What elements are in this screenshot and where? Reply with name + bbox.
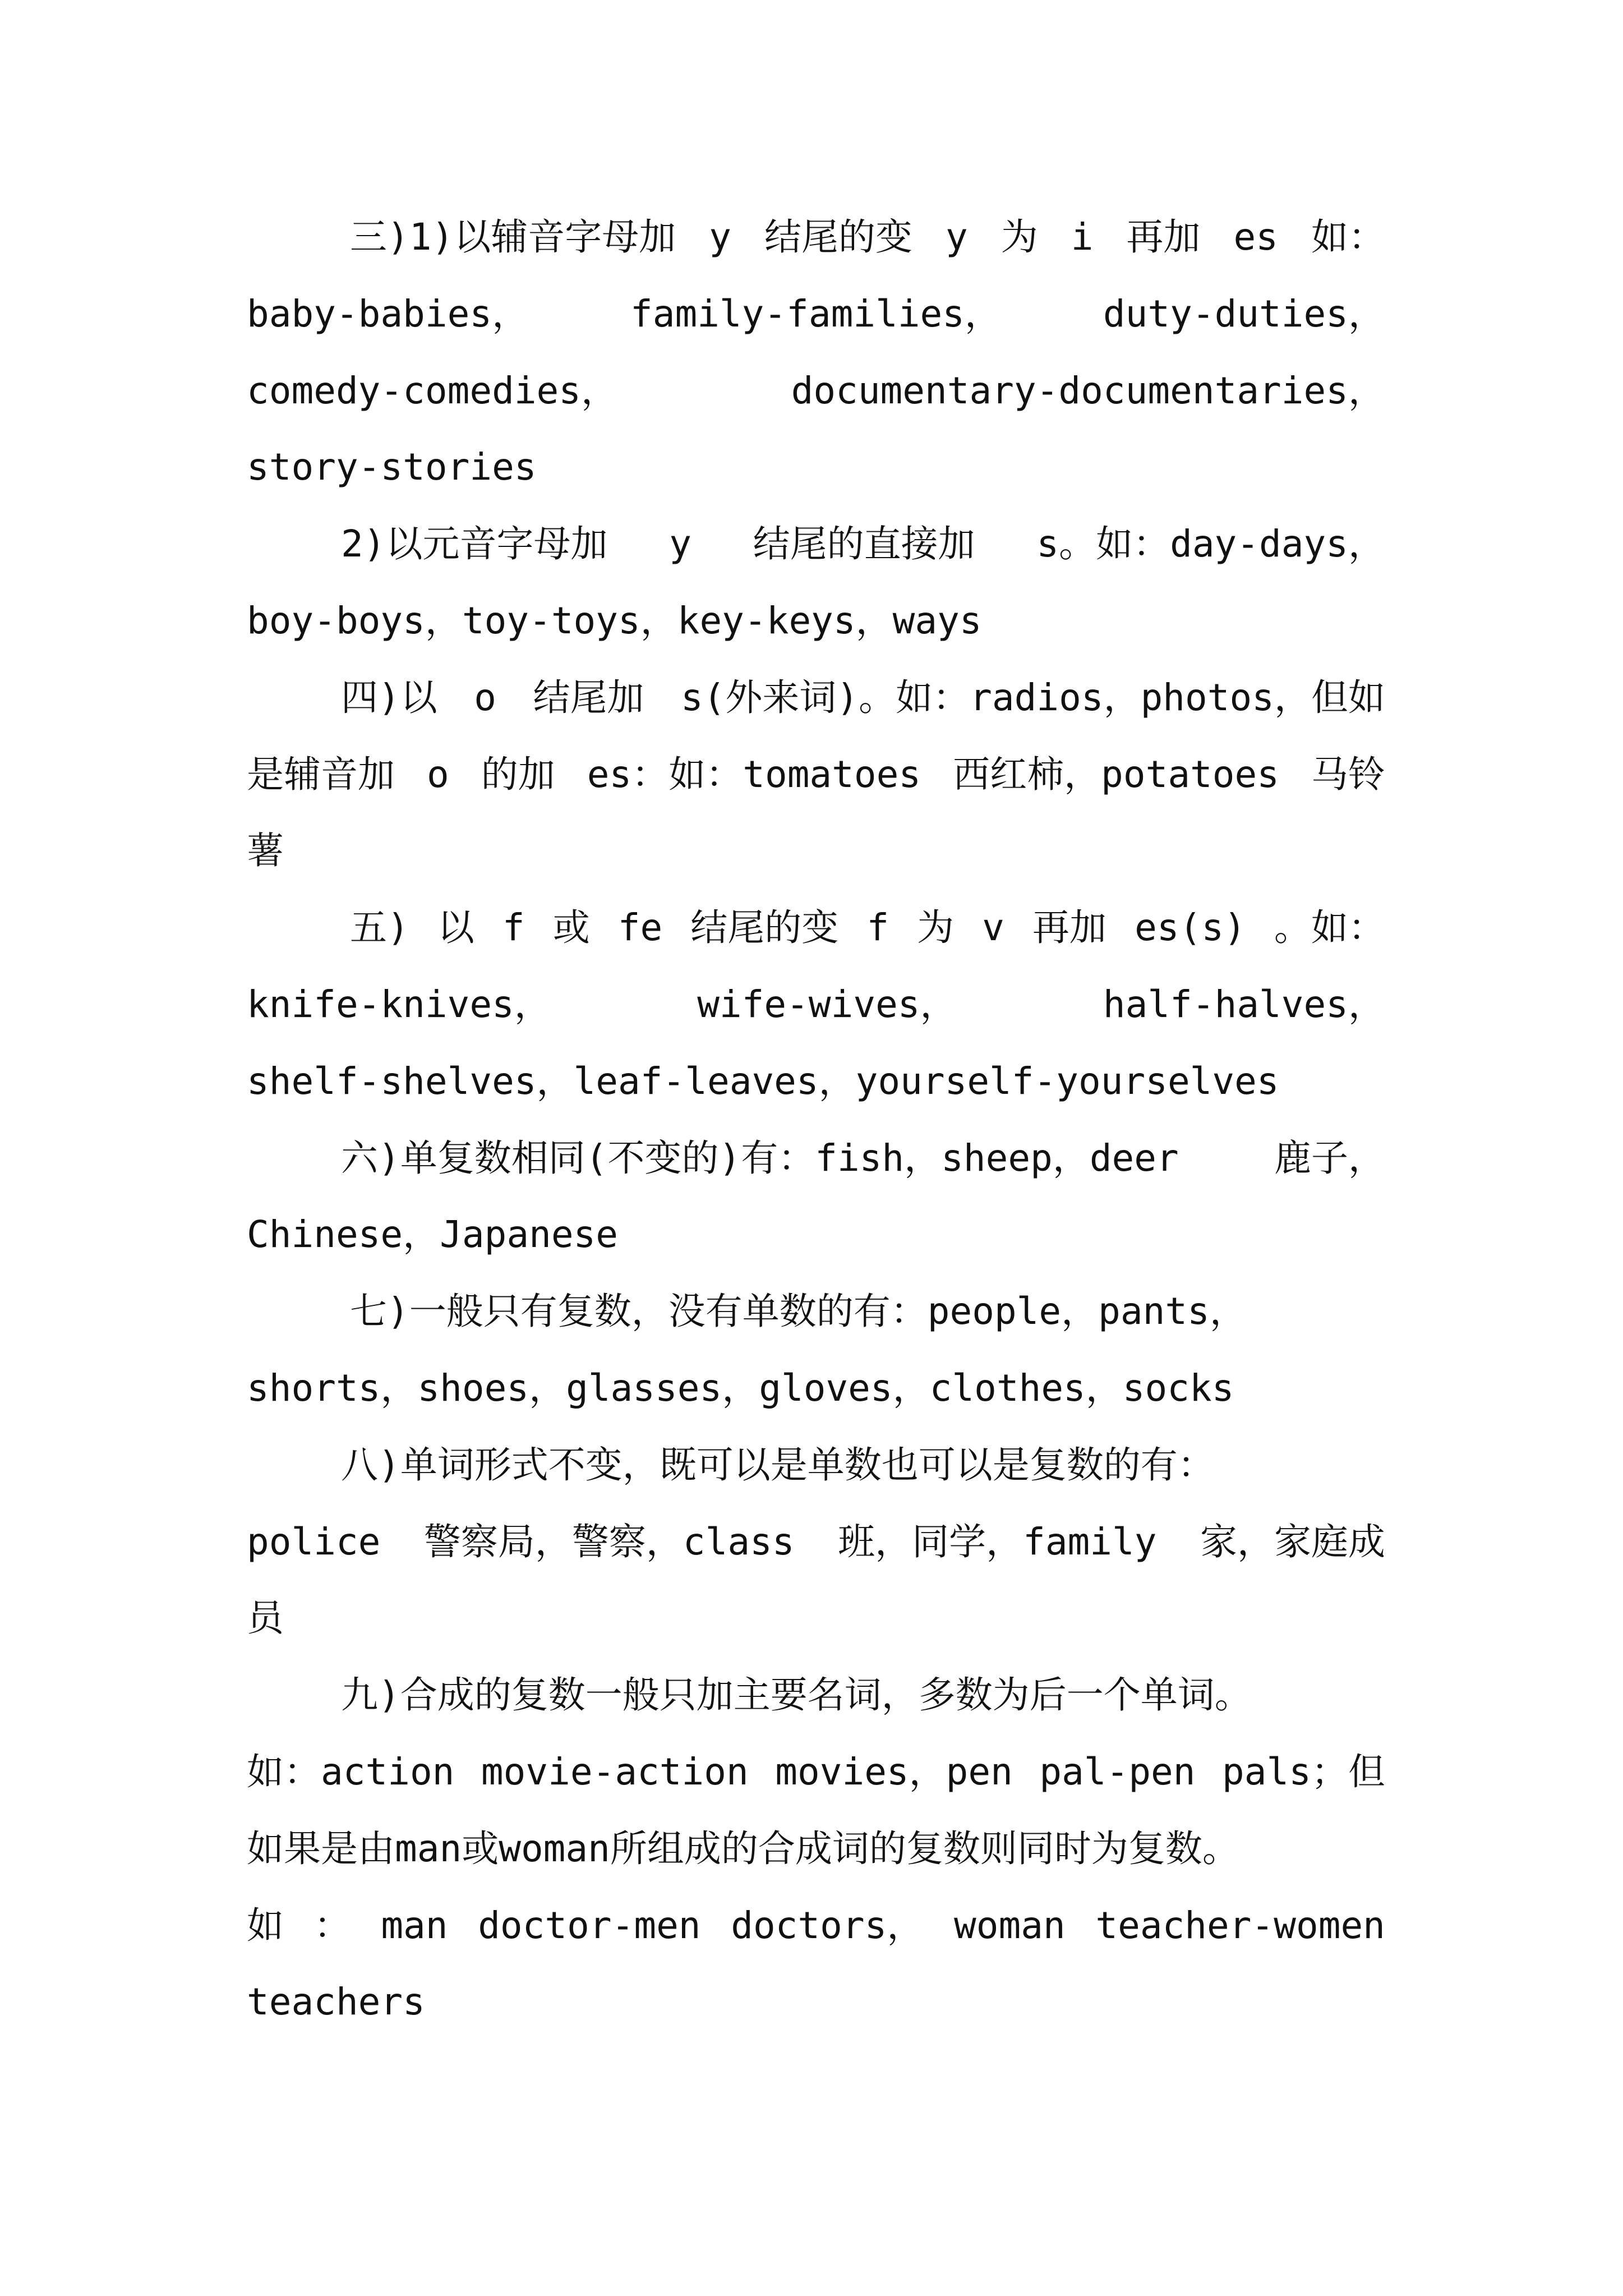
text-fragment: y bbox=[669, 522, 691, 566]
text-fragment: family-families， bbox=[630, 292, 1002, 335]
text-line bbox=[247, 506, 1385, 583]
text-fragment: 五) bbox=[350, 906, 409, 950]
paragraph-s7 bbox=[247, 1273, 1385, 1427]
text-fragment: 结尾的变 bbox=[690, 906, 839, 950]
text-line: shelf-shelves，leaf-leaves，yourself-yourselves bbox=[247, 1059, 1279, 1103]
text-line bbox=[247, 737, 1385, 813]
text-line: shorts，shoes，glasses，gloves，clothes，socks bbox=[247, 1366, 1234, 1410]
text-line bbox=[247, 660, 1385, 737]
text-fragment: 西红柿，potatoes bbox=[953, 752, 1279, 796]
text-fragment: movies，pen bbox=[775, 1750, 1013, 1793]
text-fragment: baby-babies， bbox=[247, 292, 529, 335]
text-fragment: half-halves， bbox=[1103, 982, 1385, 1026]
text-fragment: 再加 bbox=[1126, 215, 1201, 259]
paragraph-s6 bbox=[247, 1120, 1385, 1274]
text-fragment: doctors， bbox=[731, 1903, 924, 1947]
text-fragment: fe bbox=[617, 906, 663, 950]
text-line bbox=[247, 1427, 1385, 1504]
text-fragment: 为 bbox=[1000, 215, 1038, 259]
text-fragment: teacher-women bbox=[1095, 1903, 1385, 1947]
text-fragment: 如 bbox=[247, 1903, 284, 1947]
text-fragment: y bbox=[945, 215, 968, 259]
text-line bbox=[247, 353, 1385, 430]
text-line bbox=[247, 1888, 1385, 1964]
text-line bbox=[247, 1811, 1385, 1888]
paragraph-s9 bbox=[247, 1657, 1385, 2041]
text-fragment: ： bbox=[313, 1903, 351, 1947]
text-fragment: comedy-comedies， bbox=[247, 369, 619, 412]
text-fragment: 如：action bbox=[247, 1750, 455, 1793]
text-fragment: i bbox=[1071, 215, 1094, 259]
text-fragment: wife-wives， bbox=[697, 982, 957, 1026]
text-fragment: es bbox=[1233, 215, 1278, 259]
text-fragment: 班，同学，family bbox=[838, 1520, 1157, 1563]
text-line: teachers bbox=[247, 1980, 425, 2024]
text-fragment: knife-knives， bbox=[247, 982, 551, 1026]
text-fragment: es(s) bbox=[1135, 906, 1246, 950]
text-line bbox=[247, 276, 1385, 353]
text-line bbox=[247, 1120, 1385, 1197]
text-fragment: 马铃 bbox=[1311, 752, 1385, 796]
text-fragment: 警察局，警察，class bbox=[423, 1520, 795, 1563]
text-fragment: 以 bbox=[437, 906, 474, 950]
paragraph-s5 bbox=[247, 890, 1385, 1120]
paragraph-s3 bbox=[247, 199, 1385, 506]
paragraph-s4 bbox=[247, 660, 1385, 890]
text-fragment: s。如：day-days， bbox=[1036, 522, 1385, 566]
text-line: Chinese，Japanese bbox=[247, 1213, 619, 1257]
text-fragment: movie-action bbox=[481, 1750, 749, 1793]
text-fragment: 的加 bbox=[481, 752, 555, 796]
text-line bbox=[247, 967, 1385, 1043]
text-fragment: 结尾的直接加 bbox=[753, 522, 975, 566]
text-line: boy-boys，toy-toys，key-keys，ways bbox=[247, 599, 982, 642]
text-fragment: 。如： bbox=[1274, 906, 1385, 950]
text-fragment: duty-duties， bbox=[1103, 292, 1385, 335]
text-fragment: v bbox=[982, 906, 1004, 950]
text-line bbox=[247, 1273, 1385, 1350]
text-fragment: 是辅音加 bbox=[247, 752, 395, 796]
text-fragment: o bbox=[474, 675, 496, 719]
text-fragment: 2)以元音字母加 bbox=[341, 522, 608, 566]
document-page bbox=[247, 199, 1385, 2041]
text-fragment: police bbox=[247, 1520, 381, 1563]
text-fragment: 六)单复数相同(不变的)有：fish，sheep，deer bbox=[341, 1136, 1179, 1180]
text-fragment: es：如：tomatoes bbox=[587, 752, 921, 796]
text-fragment: 结尾的变 bbox=[764, 215, 912, 259]
text-line: 薯 bbox=[247, 829, 284, 873]
paragraph-s8 bbox=[247, 1427, 1385, 1657]
text-fragment: 八)单词形式不变，既可以是单数也可以是复数的有： bbox=[341, 1443, 1215, 1487]
text-fragment: woman bbox=[954, 1903, 1066, 1947]
text-fragment: 四)以 bbox=[341, 675, 437, 719]
text-line: story-stories bbox=[247, 445, 537, 489]
text-fragment: 家，家庭成 bbox=[1200, 1520, 1385, 1563]
text-fragment: 如： bbox=[1311, 215, 1385, 259]
text-fragment: doctor-men bbox=[478, 1903, 701, 1947]
text-fragment: 如果是由man或woman所组成的合成词的复数则同时为复数。 bbox=[247, 1826, 1239, 1870]
text-fragment: man bbox=[381, 1903, 448, 1947]
text-fragment: 三)1)以辅音字母加 bbox=[350, 215, 676, 259]
text-fragment: 为 bbox=[917, 906, 955, 950]
text-line bbox=[247, 1734, 1385, 1811]
text-fragment: pal-pen bbox=[1039, 1750, 1196, 1793]
text-line bbox=[247, 1504, 1385, 1581]
text-fragment: 结尾加 bbox=[533, 675, 644, 719]
text-fragment: s(外来词)。如：radios，photos，但如 bbox=[680, 675, 1385, 719]
text-fragment: documentary-documentaries， bbox=[791, 369, 1385, 412]
text-fragment: f bbox=[502, 906, 525, 950]
text-line bbox=[247, 890, 1385, 967]
text-fragment: 再加 bbox=[1032, 906, 1107, 950]
text-fragment: 鹿子， bbox=[1274, 1136, 1385, 1180]
text-line: 员 bbox=[247, 1596, 284, 1640]
text-fragment: o bbox=[427, 752, 449, 796]
paragraph-s3-2 bbox=[247, 506, 1385, 660]
text-line bbox=[247, 1657, 1385, 1734]
text-line bbox=[247, 199, 1385, 276]
text-fragment: f bbox=[866, 906, 889, 950]
text-fragment: 七)一般只有复数，没有单数的有：people，pants， bbox=[350, 1290, 1247, 1333]
text-fragment: 九)合成的复数一般只加主要名词，多数为后一个单词。 bbox=[341, 1673, 1252, 1717]
text-fragment: 或 bbox=[552, 906, 590, 950]
text-fragment: pals；但 bbox=[1222, 1750, 1385, 1793]
text-fragment: y bbox=[709, 215, 731, 259]
